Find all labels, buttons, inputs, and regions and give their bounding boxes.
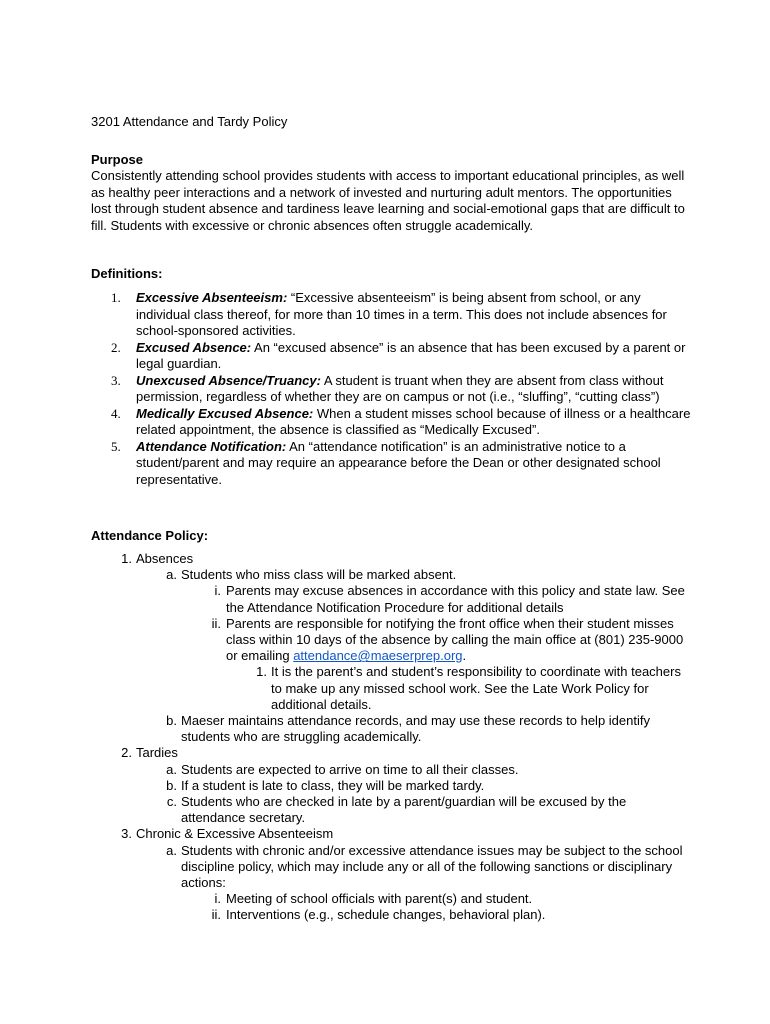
definition-item — [91, 439, 691, 489]
definition-number: 4. — [111, 405, 121, 421]
definition-term: Attendance Notification: — [136, 438, 287, 454]
list-item — [91, 843, 691, 892]
definition-term: Medically Excused Absence: — [136, 405, 314, 421]
definition-item — [91, 406, 691, 439]
list-item — [91, 567, 691, 583]
list-item-text: Interventions (e.g., schedule changes, behavioral plan). — [226, 907, 546, 923]
definitions-list — [91, 290, 691, 488]
definition-term: Excused Absence: — [136, 339, 252, 355]
attendance-policy-list — [91, 551, 691, 924]
definition-item — [91, 340, 691, 373]
list-marker: ii. — [211, 907, 221, 923]
list-item — [91, 778, 691, 794]
definition-item — [91, 373, 691, 406]
list-item-text: If a student is late to class, they will be marked tardy. — [181, 777, 485, 793]
definition-text: A student is truant when they are absent from class without permission, regardless of whether they are on campus or not (i.e., “sluffing”, “cutting class”) — [136, 372, 664, 404]
definition-text: When a student misses school because of illness or a healthcare related appointment, the absence is classified as “Medically Excused”. — [136, 405, 691, 437]
definition-text: An “attendance notification” is an administrative notice to a student/parent and may require an appearance before the Dean or other designated school representative. — [136, 438, 661, 487]
list-marker: 3. — [121, 826, 132, 842]
definition-number: 3. — [111, 372, 121, 388]
definition-number: 2. — [111, 339, 121, 355]
list-marker: b. — [166, 713, 177, 729]
definition-number: 5. — [111, 438, 121, 454]
list-item-text: Students who are checked in late by a parent/guardian will be excused by the attendance secretary. — [181, 794, 627, 826]
list-marker: c. — [166, 794, 177, 810]
list-item — [91, 616, 691, 665]
definition-text: “Excessive absenteeism” is being absent from school, or any individual class thereof, for more than 10 times in a term. This does not include absences for school-sponsored activities. — [136, 290, 667, 338]
definition-text: An “excused absence” is an absence that has been excused by a parent or legal guardian. — [136, 339, 686, 371]
section-absences — [91, 551, 691, 567]
list-item-text-end: . — [462, 648, 467, 664]
definition-term: Unexcused Absence/Truancy: — [136, 372, 321, 388]
section-label: Absences — [136, 551, 194, 566]
list-item — [91, 713, 691, 745]
definition-term: Excessive Absenteeism: — [136, 290, 288, 305]
list-marker: b. — [166, 777, 177, 793]
list-marker: 1. — [256, 664, 267, 680]
email-link[interactable]: attendance@maeserprep.org — [293, 648, 463, 664]
definition-number: 1. — [111, 290, 121, 305]
list-item — [91, 891, 691, 907]
list-item — [91, 794, 691, 826]
list-marker: ii. — [211, 615, 221, 631]
list-item-text: Parents are responsible for notifying the front office when their student misses class within 10 days of the absence by calling the main office at (801) 235-9000 or emailing — [226, 615, 684, 664]
list-item-text: Maeser maintains attendance records, and may use these records to help identify students who are struggling academically. — [181, 713, 650, 745]
list-marker: i. — [214, 891, 221, 907]
document-title: 3201 Attendance and Tardy Policy — [91, 114, 288, 129]
section-chronic-absenteeism — [91, 826, 691, 842]
section-label: Chronic & Excessive Absenteeism — [136, 826, 334, 842]
attendance-policy-heading: Attendance Policy: — [91, 528, 209, 543]
list-item-text: Meeting of school officials with parent(s) and student. — [226, 891, 533, 907]
purpose-paragraph: Consistently attending school provides students with access to important educational principles, as well as healthy peer interactions and a network of invested and nurturing adult mentors. The opportunities lost through student absence and tardiness leave learning and social-emotional gaps that are difficult to fill. Students with excessive or chronic absences often struggle academically. — [91, 168, 685, 233]
section-tardies — [91, 745, 691, 761]
list-item-text: Students who miss class will be marked absent. — [181, 567, 457, 583]
section-label: Tardies — [136, 745, 178, 761]
list-item-text: Parents may excuse absences in accordance with this policy and state law. See the Attendance Notification Procedure for additional details — [226, 583, 685, 615]
list-marker: a. — [166, 567, 177, 583]
list-item — [91, 664, 691, 713]
list-marker: a. — [166, 842, 177, 858]
list-marker: 2. — [121, 745, 132, 761]
list-item — [91, 762, 691, 778]
list-marker: 1. — [121, 551, 132, 566]
definitions-heading: Definitions: — [91, 266, 163, 281]
list-item-text: It is the parent’s and student’s responsibility to coordinate with teachers to make up any missed school work. See the Late Work Policy for additional details. — [271, 664, 681, 712]
list-item-text: Students are expected to arrive on time to all their classes. — [181, 761, 519, 777]
definition-item — [91, 290, 691, 340]
list-item — [91, 907, 691, 923]
purpose-heading: Purpose — [91, 152, 144, 167]
list-marker: i. — [214, 583, 221, 599]
list-item — [91, 583, 691, 615]
list-item-text: Students with chronic and/or excessive attendance issues may be subject to the school discipline policy, which may include any or all of the following sanctions or disciplinary actions: — [181, 842, 683, 891]
list-marker: a. — [166, 761, 177, 777]
